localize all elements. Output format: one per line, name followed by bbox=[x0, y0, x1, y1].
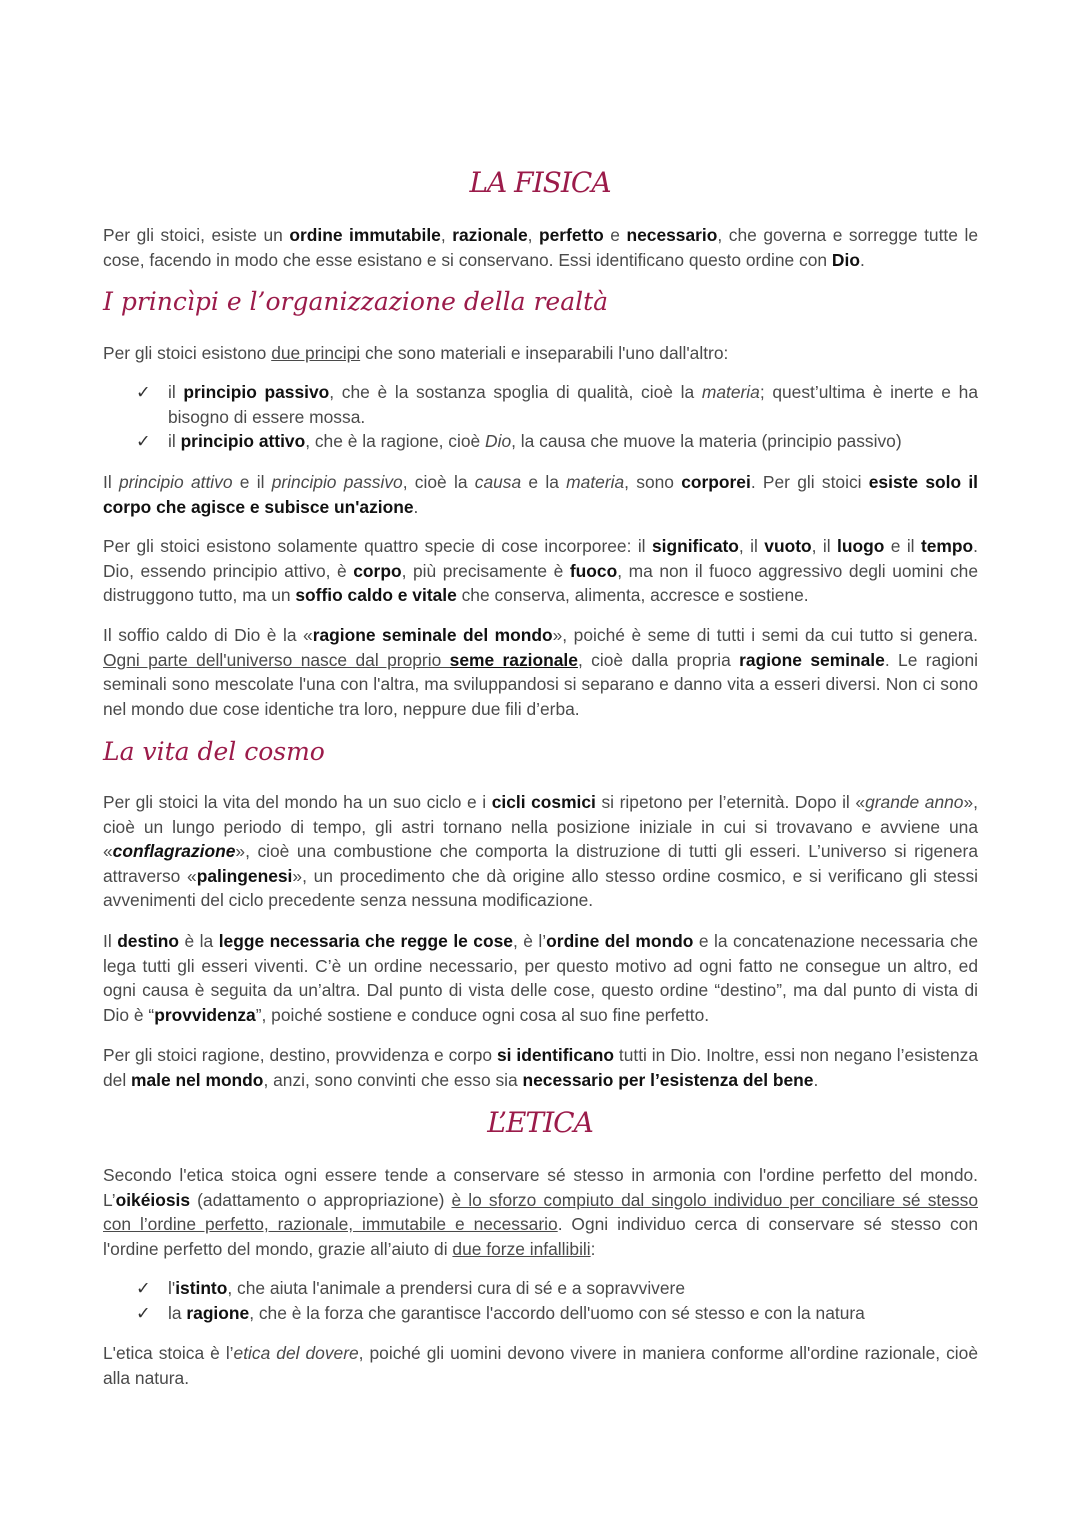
text-run: , che è la forza che garantisce l'accordo dell'uomo con sé stesso e con la natura bbox=[249, 1302, 865, 1323]
emphasized-text: due forze infallibili bbox=[452, 1238, 591, 1259]
text-run: Per gli stoici esistono bbox=[103, 343, 272, 363]
text-run: , che è la sostanza spoglia di qualità, cioè la bbox=[329, 382, 702, 402]
emphasized-text: Dio bbox=[485, 431, 512, 452]
text-run: la bbox=[168, 1302, 187, 1323]
paragraph bbox=[103, 790, 978, 913]
text-run: l' bbox=[168, 1278, 176, 1298]
emphasized-text: tempo bbox=[920, 536, 974, 556]
list-item bbox=[103, 1301, 978, 1326]
text-run: Il soffio caldo di Dio è la « bbox=[103, 625, 313, 645]
emphasized-text: ragione seminale bbox=[739, 649, 885, 670]
emphasized-text: principio passivo bbox=[271, 472, 403, 492]
emphasized-text: palingenesi bbox=[196, 865, 293, 886]
text-run: ”, poiché sostiene e conduce ogni cosa al suo fine perfetto. bbox=[255, 1004, 710, 1025]
emphasized-text: Ogni parte dell'universo nasce dal proprio bbox=[103, 649, 450, 670]
emphasized-text: corporei bbox=[681, 472, 751, 492]
subheading-principi: I princìpi e l’organizzazione della realtà bbox=[103, 287, 609, 316]
emphasized-text: luogo bbox=[837, 536, 885, 556]
text-run: , ma non il fuoco aggressivo degli uomini che distruggono tutto, ma un bbox=[103, 560, 979, 606]
subheading-cosmo: La vita del cosmo bbox=[103, 737, 325, 766]
text-run: , anzi, sono convinti che esso sia bbox=[263, 1069, 523, 1090]
emphasized-text: ordine immutabile bbox=[289, 225, 441, 245]
bullet-list bbox=[103, 1276, 978, 1325]
text-run: e il bbox=[232, 472, 272, 492]
emphasized-text: perfetto bbox=[539, 225, 604, 245]
emphasized-text: corpo bbox=[353, 560, 402, 581]
emphasized-text: due principi bbox=[271, 343, 361, 363]
text-run: , che è la ragione, cioè bbox=[305, 431, 486, 452]
text-run: , il bbox=[738, 536, 765, 556]
text-run: Per gli stoici la vita del mondo ha un suo ciclo e i bbox=[103, 792, 492, 812]
text-run: e bbox=[603, 225, 627, 245]
text-run: , il bbox=[811, 536, 838, 556]
text-run: è la bbox=[179, 931, 219, 951]
bullet-list bbox=[103, 380, 978, 454]
text-run: . Le ragioni seminali sono mescolate l'una con l'altra, ma sviluppandosi si separano e danno vita a esseri diversi. Non ci sono nel mondo due cose identiche tra loro, neppure due fili d’erba. bbox=[103, 649, 978, 719]
text-run: , sono bbox=[624, 472, 682, 492]
text-run: , poiché gli uomini devono vivere in maniera conforme all'ordine razionale, cioè alla natura. bbox=[103, 1343, 978, 1388]
text-run: , la causa che muove la materia (principio passivo) bbox=[511, 431, 902, 452]
emphasized-text: necessario per l’esistenza del bene bbox=[522, 1069, 814, 1090]
emphasized-text: fuoco bbox=[569, 560, 618, 581]
paragraph bbox=[103, 1043, 978, 1092]
text-run: », un procedimento che dà origine allo stesso ordine cosmico, e si verificano gli stessi avvenimenti del ciclo precedente senza nessuna modificazione. bbox=[103, 865, 979, 911]
check-icon: ✓ bbox=[136, 1302, 151, 1323]
emphasized-text: conflagrazione bbox=[112, 841, 236, 862]
check-icon: ✓ bbox=[136, 431, 151, 452]
section-title-fisica: LA FISICA bbox=[469, 166, 611, 199]
emphasized-text: significato bbox=[651, 536, 739, 556]
text-run: . Per gli stoici bbox=[750, 472, 869, 492]
paragraph bbox=[103, 623, 978, 721]
text-run: . bbox=[813, 1069, 819, 1090]
emphasized-text: causa bbox=[474, 472, 522, 492]
text-run: tutti in Dio. Inoltre, essi non negano l’esistenza del bbox=[103, 1045, 979, 1090]
emphasized-text: destino bbox=[117, 931, 180, 951]
emphasized-text: cicli cosmici bbox=[491, 792, 596, 812]
text-run: , bbox=[527, 225, 539, 245]
text-run: , cioè la bbox=[402, 472, 475, 492]
emphasized-text: istinto bbox=[175, 1278, 228, 1298]
emphasized-text: male nel mondo bbox=[131, 1069, 264, 1090]
emphasized-text: esiste solo il corpo che agisce e subisce un'azione bbox=[103, 472, 979, 517]
text-run: e la concatenazione necessaria che lega tutti gli esseri viventi. C’è un ordine necessario, per questo motivo ad ogni fatto ne consegue un altro, ed ogni causa è seguita da un’altra. Dal punto di vista delle cose, questo ordine “destino”, ma dal punto di vista di Dio è “ bbox=[103, 931, 978, 1025]
emphasized-text: ragione seminale del mondo bbox=[312, 625, 553, 645]
emphasized-text: soffio caldo e vitale bbox=[295, 585, 457, 606]
emphasized-text: principio attivo bbox=[180, 431, 306, 452]
text-run: (adattamento o appropriazione) bbox=[190, 1189, 452, 1210]
text-run: . bbox=[413, 496, 419, 517]
emphasized-text: si identificano bbox=[496, 1045, 614, 1065]
emphasized-text: legge necessaria che regge le cose bbox=[218, 931, 513, 951]
emphasized-text: principio passivo bbox=[183, 382, 330, 402]
check-icon: ✓ bbox=[136, 382, 151, 402]
text-run: Secondo l'etica stoica ogni essere tende a conservare sé stesso in armonia con l'ordine perfetto del mondo. L’ bbox=[103, 1165, 978, 1210]
emphasized-text: Dio bbox=[831, 249, 860, 270]
text-run: . bbox=[859, 249, 865, 270]
emphasized-text: materia bbox=[701, 382, 760, 402]
emphasized-text: oikéiosis bbox=[115, 1189, 191, 1210]
emphasized-text: principio attivo bbox=[118, 472, 233, 492]
emphasized-text: vuoto bbox=[764, 536, 812, 556]
text-run: , è l’ bbox=[512, 931, 547, 951]
text-run: , che governa e sorregge tutte le cose, facendo in modo che esse esistano e si conservano. Essi identificano questo ordine con bbox=[103, 225, 978, 270]
paragraph bbox=[103, 929, 978, 1027]
paragraph bbox=[103, 1163, 978, 1261]
text-run: e il bbox=[884, 536, 921, 556]
section-title-etica: L’ETICA bbox=[487, 1106, 593, 1139]
text-run: Il bbox=[103, 472, 119, 492]
text-run: L'etica stoica è l’ bbox=[103, 1343, 234, 1363]
list-item bbox=[103, 380, 978, 429]
text-run: Il bbox=[103, 931, 118, 951]
paragraph bbox=[103, 470, 978, 519]
text-run: Per gli stoici ragione, destino, provvidenza e corpo bbox=[103, 1045, 497, 1065]
text-run: , cioè dalla propria bbox=[577, 649, 740, 670]
paragraph bbox=[103, 534, 978, 608]
text-run: il bbox=[168, 382, 184, 402]
text-run: », cioè una combustione che comporta la distruzione di tutti gli esseri. L’universo si rigenera attraverso « bbox=[103, 841, 978, 886]
list-item bbox=[103, 429, 978, 454]
paragraph bbox=[103, 223, 978, 272]
emphasized-text: è lo sforzo compiuto dal singolo individuo per conciliare sé stesso con l’ordine perfetto, razionale, immutabile e necessario bbox=[103, 1189, 978, 1235]
text-run: Per gli stoici, esiste un bbox=[103, 225, 290, 245]
text-run: si ripetono per l’eternità. Dopo il « bbox=[595, 792, 866, 812]
text-run: e la bbox=[521, 472, 567, 492]
list-item bbox=[103, 1276, 978, 1301]
text-run: : bbox=[590, 1238, 596, 1259]
text-run: Per gli stoici esistono solamente quattro specie di cose incorporee: il bbox=[103, 536, 652, 556]
text-run: , bbox=[440, 225, 453, 245]
emphasized-text: necessario bbox=[626, 225, 718, 245]
check-icon: ✓ bbox=[136, 1278, 151, 1298]
emphasized-text: ordine del mondo bbox=[546, 931, 694, 951]
paragraph bbox=[103, 1341, 978, 1390]
text-run: », poiché è seme di tutti i semi da cui tutto si genera. bbox=[552, 625, 979, 645]
emphasized-text: etica del dovere bbox=[233, 1343, 359, 1363]
text-run: , che aiuta l'animale a prendersi cura di sé e a sopravvivere bbox=[227, 1278, 686, 1298]
emphasized-text: razionale bbox=[452, 225, 528, 245]
emphasized-text: materia bbox=[566, 472, 625, 492]
text-run: ; quest’ultima è inerte e ha bisogno di essere mossa. bbox=[168, 382, 978, 427]
text-run: . Ogni individuo cerca di conservare sé stesso con l'ordine perfetto del mondo, grazie all’aiuto di bbox=[103, 1214, 978, 1259]
emphasized-text: provvidenza bbox=[154, 1004, 256, 1025]
emphasized-text: grande anno bbox=[865, 792, 964, 812]
text-run: che sono materiali e inseparabili l'uno dall'altro: bbox=[360, 343, 729, 363]
text-run: che conserva, alimenta, accresce e sostiene. bbox=[456, 585, 809, 606]
text-run: . Dio, essendo principio attivo, è bbox=[103, 536, 978, 581]
emphasized-text: seme razionale bbox=[449, 649, 578, 670]
text-run: », cioè un lungo periodo di tempo, gli astri tornano nella posizione iniziale in cui si trovavano e avviene una « bbox=[103, 792, 978, 862]
emphasized-text: ragione bbox=[186, 1302, 250, 1323]
text-run: , più precisamente è bbox=[401, 560, 570, 581]
text-run: il bbox=[168, 431, 181, 452]
paragraph bbox=[103, 341, 978, 366]
